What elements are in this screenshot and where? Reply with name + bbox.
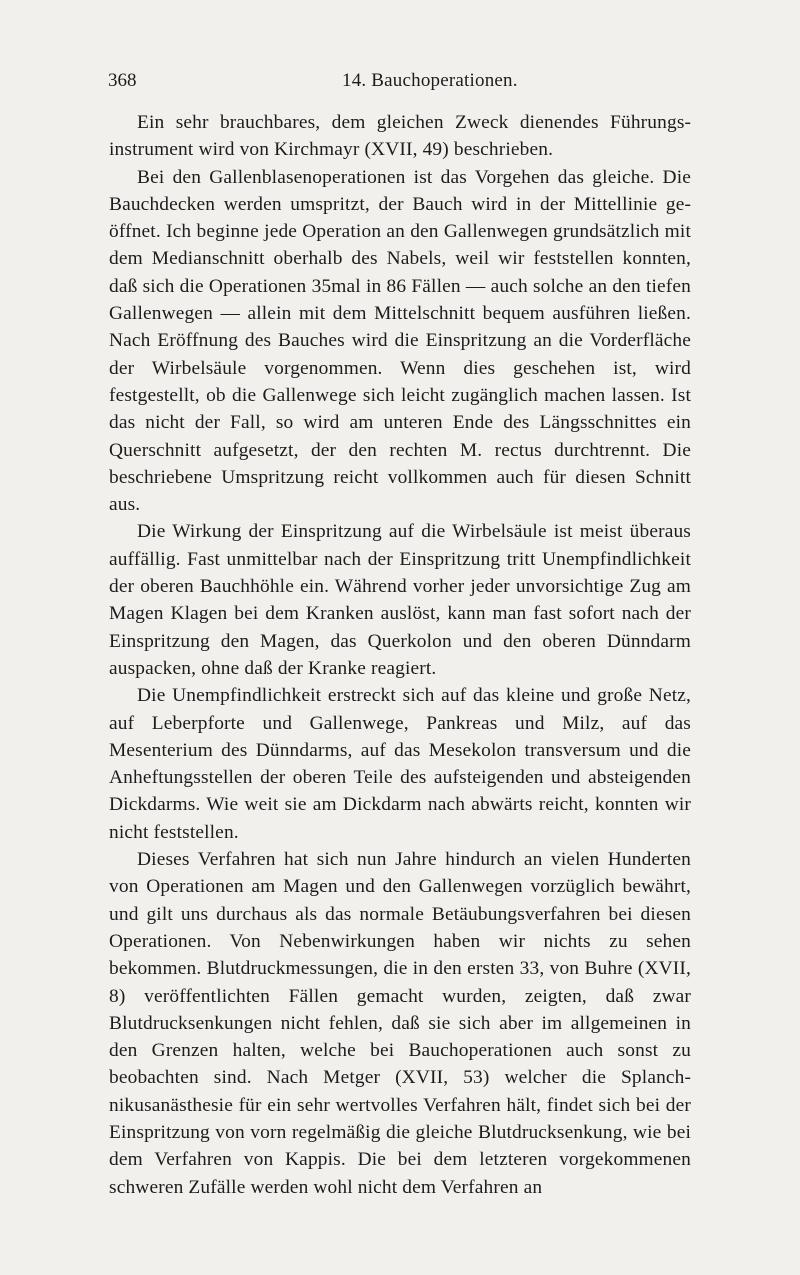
page-header	[108, 66, 692, 96]
paragraph: Die Wirkung der Einspritzung auf die Wirbelsäule ist meist überaus auffällig. Fast unmittelbar nach der Einspritzung tritt Unempfindlichkeit der oberen Bauchhöhle ein. Während vorher jeder unvorsichtige Zug am Magen Klagen bei dem Kranken auslöst, kann man fast sofort nach der Einspritzung den Magen, das Querkolon und den oberen Dünndarm auspacken, ohne daß der Kranke reagiert.	[109, 521, 691, 679]
paragraph: Dieses Verfahren hat sich nun Jahre hindurch an vielen Hunderten von Operationen am Magen und den Gallenwegen vorzüglich bewährt, und gilt uns durchaus als das normale Betäubungsverfahren bei diesen Operationen. Von Nebenwirkungen haben wir nichts zu sehen bekommen. Blutdruckmessungen, die in den ersten 33, von Buhre (XVII, 8) veröffentlichten Fällen gemacht wurden, zeigten, daß zwar Blutdrucksenkungen nicht fehlen, daß sie sich aber im allgemeinen in den Grenzen halten, welche bei Bauchoperationen auch sonst zu beobachten sind. Nach Metger (XVII, 53) welcher die Splanchnikusanästhesie für ein sehr wertvolles Verfahren hält, findet sich bei der Einspritzung von vorn regelmäßig die gleiche Blutdrucksenkung, wie bei dem Verfahren von Kappis. Die bei dem letzteren vorgekommenen schweren Zufälle werden wohl nicht dem Verfahren an	[109, 849, 691, 1198]
paragraph: Bei den Gallenblasenoperationen ist das Vorgehen das gleiche. Die Bauchdecken werden umspritzt, der Bauch wird in der Mittellinie geöffnet. Ich beginne jede Operation an den Gallenwegen grundsätzlich mit dem Medianschnitt oberhalb des Nabels, weil wir feststellen konnten, daß sich die Operationen 35mal in 86 Fällen — auch solche an den tiefen Gallenwegen — allein mit dem Mittelschnitt bequem ausführen ließen. Nach Eröffnung des Bauches wird die Einspritzung an die Vorderfläche der Wirbelsäule vorgenommen. Wenn dies geschehen ist, wird festgestellt, ob die Gallenwege sich leicht zugänglich machen lassen. Ist das nicht der Fall, so wird am unteren Ende des Längsschnittes ein Querschnitt aufgesetzt, der den rechten M. rectus durchtrennt. Die beschriebene Umspritzung reicht vollkommen auch für diesen Schnitt aus.	[109, 166, 691, 516]
page-number: 368	[108, 70, 137, 91]
paragraph: Ein sehr brauchbares, dem gleichen Zweck dienendes Führungsinstrument wird von Kirchmayr (XVII, 49) beschrieben.	[109, 112, 691, 161]
running-title: 14. Bauchoperationen.	[342, 70, 518, 91]
body-text	[109, 109, 691, 1201]
paragraph: Die Unempfindlichkeit erstreckt sich auf das kleine und große Netz, auf Leberpforte und Gallenwege, Pankreas und Milz, auf das Mesenterium des Dünndarms, auf das Mesekolon transversum und die Anheftungsstellen der oberen Teile des aufsteigenden und absteigenden Dickdarms. Wie weit sie am Dickdarm nach abwärts reicht, konnten wir nicht feststellen.	[109, 685, 691, 843]
